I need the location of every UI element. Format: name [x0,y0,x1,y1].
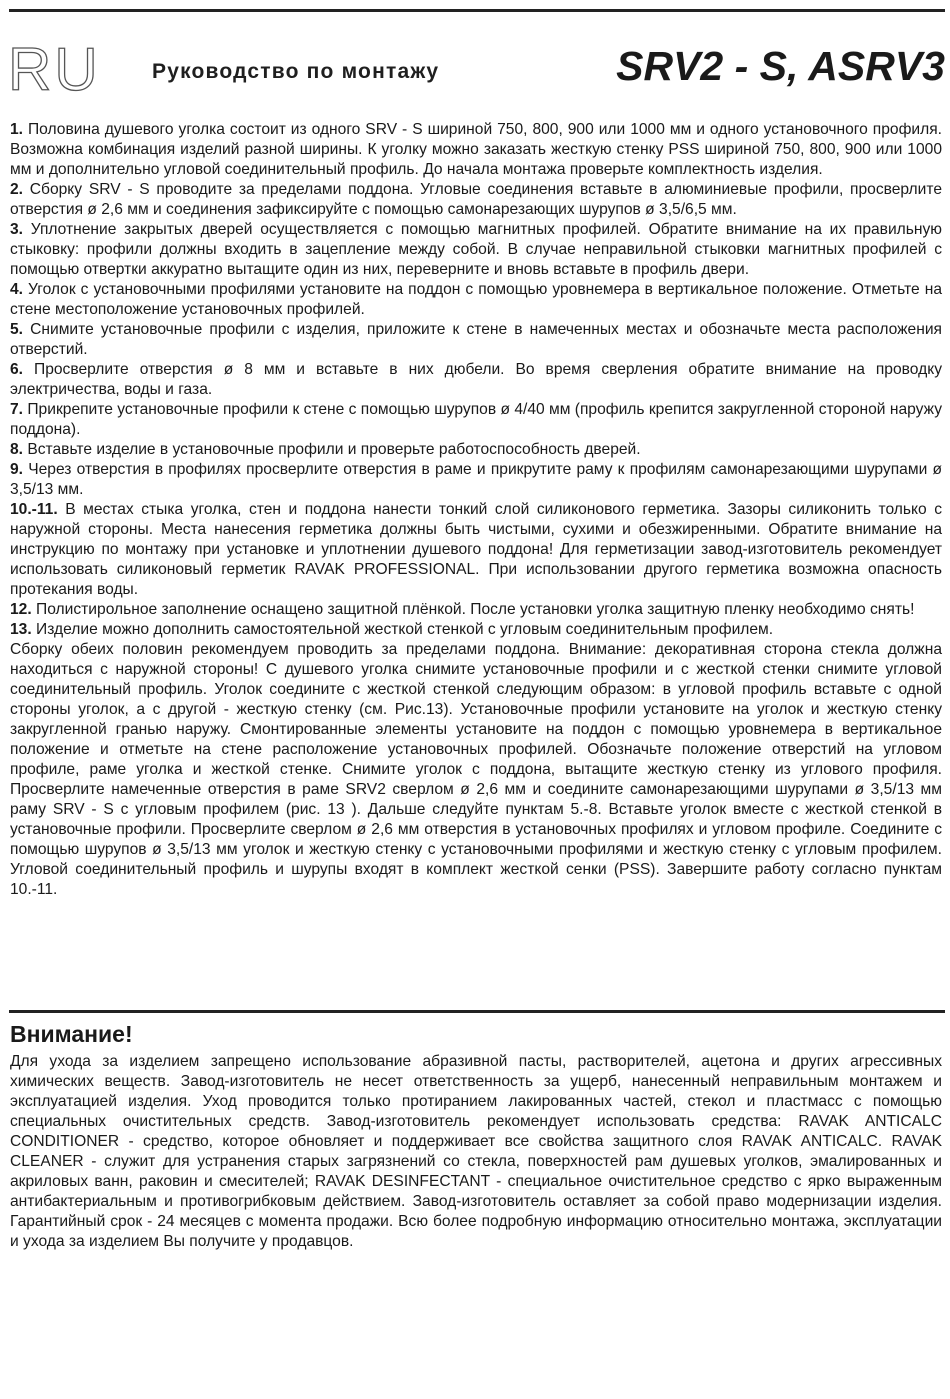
instruction-step [10,120,942,180]
instruction-step [10,180,942,220]
top-divider [9,9,945,12]
instruction-step [10,400,942,440]
instruction-step [10,460,942,500]
step-text: В местах стыка уголка, стен и поддона нанести тонкий слой силиконового герметика. Зазоры силиконить только с наружной стороны. Места нанесения герметика должны быть чистыми, сухими и обезжиренными. Обратите внимание на инструкцию по монтажу при установке и уплотнении душевого поддона! Для герметизации завод-изготовитель рекомендует использовать силиконовый герметик RAVAK PROFESSIONAL. При использовании другого герметика возможна опасность протекания воды. [10,501,942,598]
instruction-step [10,640,942,900]
step-number: 2. [10,181,24,198]
instruction-step [10,320,942,360]
step-number: 5. [10,321,24,338]
warning-text: Для ухода за изделием запрещено использование абразивной пасты, растворителей, ацетона и других агрессивных химических веществ. Завод-изготовитель не несет ответственность за ущерб, нанесенный неправильным монтажем и эксплуатацией изделия. Уход проводится только протиранием лакированных частей, стекол и пластмасс с помощью специальных очистительных средств. Завод-изготовитель рекомендует использовать средства: RAVAK ANTICALC CONDITIONER - средство, которое обновляет и поддерживает все свойства защитного слоя RAVAK ANTICALC. RAVAK CLEANER - служит для устранения старых загрязнений со стекла, поверхностей рам душевых уголков, эмалированных и акриловых ванн, раковин и смесителей; RAVAK DESINFECTANT - специальное очистительное средство с ярко выраженным антибактериальным и противогрибковым действием. Завод-изготовитель оставляет за собой право модернизации изделия. Гарантийный срок - 24 месяцев с момента продажи. Всю более подробную информацию относительно монтажа, эксплуатации и ухода за изделием Вы получите у продавцов. [10,1053,942,1250]
step-text: Полистирольное заполнение оснащено защитной плёнкой. После установки уголка защитную пленку необходимо снять! [31,601,915,618]
step-text: Уплотнение закрытых дверей осуществляется с помощью магнитных профилей. Обратите внимание на их правильную стыковку: профили должны входить в зацепление между собой. В случае неправильной стыковки магнитных профилей с помощью отвертки аккуратно вытащите один из них, переверните и вновь вставьте в профиль двери. [10,221,942,278]
step-text: Снимите установочные профили с изделия, приложите к стене в намеченных местах и обозначьте места расположения отверстий. [10,321,942,358]
step-text: Половина душевого уголка состоит из одного SRV - S шириной 750, 800, 900 или 1000 мм и одного установочного профиля. Возможна комбинация изделий разной ширины. К уголку можно заказать жесткую стенку PSS шириной 750, 800, 900 или 1000 мм и дополнительно угловой соединительный профиль. До начала монтажа проверьте комплектность изделия. [10,121,942,178]
step-number: 7. [10,401,24,418]
step-number: 12. [10,601,32,618]
step-number: 10.-11. [10,501,58,518]
instruction-step [10,360,942,400]
step-number: 1. [10,121,24,138]
step-number: 6. [10,361,24,378]
instruction-step [10,600,942,620]
instruction-step [10,220,942,280]
step-number: 13. [10,621,32,638]
instruction-step [10,440,942,460]
step-text: Через отверстия в профилях просверлите отверстия в раме и прикрутите раму к профилям самонарезающими шурупами ø 3,5/13 мм. [10,461,942,498]
instruction-step [10,500,942,600]
step-text: Просверлите отверстия ø 8 мм и вставьте в них дюбели. Во время сверления обратите внимание на проводку электричества, воды и газа. [10,361,942,398]
section-divider [9,1010,945,1013]
step-number: 9. [10,461,24,478]
warning-heading: Внимание! [10,1021,133,1047]
step-text: Сборку обеих половин рекомендуем проводить за пределами поддона. Внимание: декоративная сторона стекла должна находиться с наружной стороны! С душевого уголка снимите установочные профили и с жесткой стенки снимите угловой соединительный профиль. Уголок соедините с жесткой стенкой следующим образом: в угловой профиль вставьте с одной стороны уголок, а с другой - жесткую стенку (см. Рис.13). Установочные профили установите на уголок и жесткую стенку закругленной гранью наружу. Смонтированные элементы установите на поддон с помощью уровнемера в вертикальное положение и отметьте на стене расположение установочных профилей. Обозначьте положение отверстий на угловом профиле, раме уголка и жесткой стенке. Снимите уголок с поддона, вытащите жесткую стенку из углового профиля. Просверлите намеченные отверстия в раме SRV2 сверлом ø 2,6 мм и соедините самонарезающими шурупами ø 3,5/13 мм раму SRV - S с угловым профилем (рис. 13 ). Дальше следуйте пунктам 5.-8. Вставьте уголок вместе с жесткой стенкой в установочные профили. Просверлите сверлом ø 2,6 мм отверстия в установочных профилях и угловом профиле. Соедините с помощью шурупов ø 3,5/13 мм уголок и жесткую стенку с установочными профилями и жесткую стенку с угловым профилем. Угловой соединительный профиль и шурупы входят в комплект жесткой сенки (PSS). Завершите работу согласно пунктам 10.-11. [10,641,942,898]
installation-instructions [10,120,942,900]
step-text: Прикрепите установочные профили к стене с помощью шурупов ø 4/40 мм (профиль крепится закругленной стороной наружу поддона). [10,401,942,438]
step-text: Изделие можно дополнить самостоятельной жесткой стенкой с угловым соединительным профилем. [31,621,774,638]
step-text: Уголок с установочными профилями установите на поддон с помощью уровнемера в вертикальное положение. Отметьте на стене местоположение установочных профилей. [10,281,942,318]
step-number: 8. [10,441,24,458]
step-text: Сборку SRV - S проводите за пределами поддона. Угловые соединения вставьте в алюминиевые профили, просверлите отверстия ø 2,6 мм и соединения зафиксируйте с помощью самонарезающих шурупов ø 3,5/6,5 мм. [10,181,942,218]
language-code: RU [8,36,101,103]
document-subtitle: Руководство по монтажу [152,60,440,83]
instruction-step [10,620,942,640]
instruction-step [10,280,942,320]
model-title: SRV2 - S, ASRV3 [616,43,945,89]
step-number: 4. [10,281,24,298]
step-text: Вставьте изделие в установочные профили и проверьте работоспособность дверей. [23,441,641,458]
step-number: 3. [10,221,24,238]
